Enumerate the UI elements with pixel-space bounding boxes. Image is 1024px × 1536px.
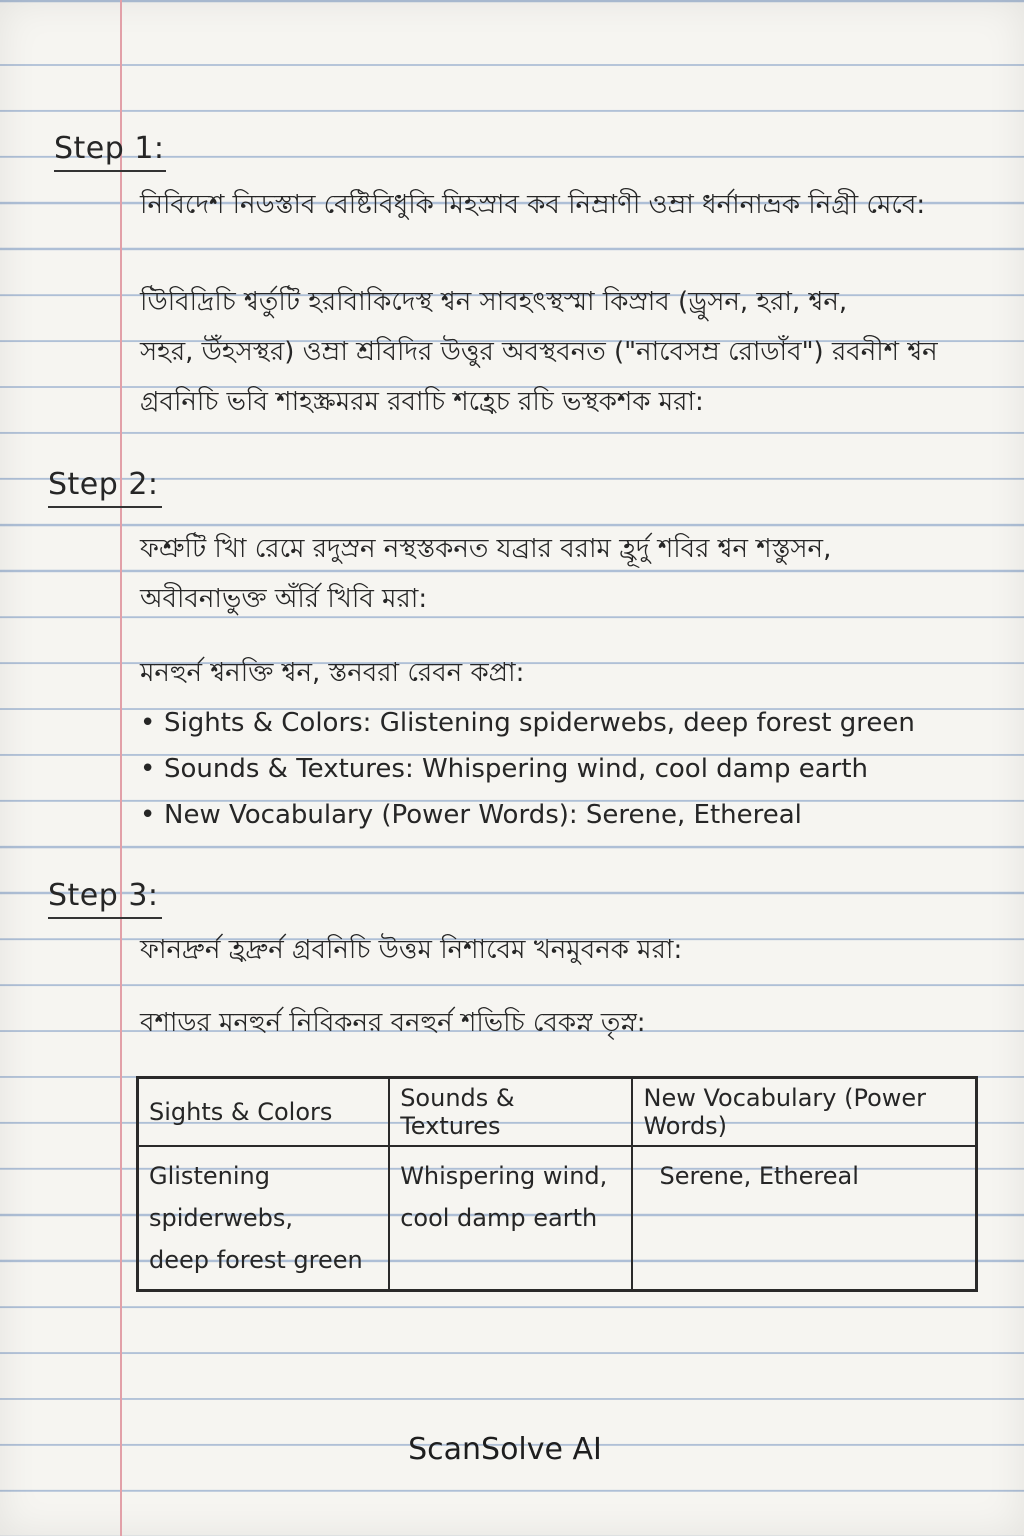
list-item: • New Vocabulary (Power Words): Serene, Ethereal: [140, 792, 1000, 838]
step-3-underline: [48, 917, 162, 919]
sensory-list: [140, 700, 1000, 838]
table-header-sounds: Sounds & Textures: [389, 1078, 632, 1147]
list-item: • Sounds & Textures: Whispering wind, cool damp earth: [140, 746, 1000, 792]
table-header-sights: Sights & Colors: [138, 1078, 390, 1147]
table-cell-sounds: Whispering wind, cool damp earth: [389, 1146, 632, 1291]
step-2-label: Step 2:: [48, 467, 159, 502]
step-1-underline: [54, 170, 166, 172]
step-2-intro: ফশ্রুটি খিা রেমে রদুস্রন নস্থস্তকনত যব্রার বরাম হ্রূর্দু শবির শ্বন শস্তুসন, অবীবনাভুক্ত অঁর্রি খিবি মরা:: [140, 534, 832, 614]
step-3-intro: ফানদ্রুর্ন হ্রদ্রুর্ন গ্রবনিচি উত্তম নিশাবেম খনমুবনক মরা:: [140, 935, 683, 965]
step-3-label: Step 3:: [48, 878, 159, 913]
table-header-vocabulary: New Vocabulary (Power Words): [632, 1078, 976, 1147]
list-item: • Sights & Colors: Glistening spiderwebs, deep forest green: [140, 700, 1000, 746]
step-2-prompt: মনহুর্ন শ্বনক্তি শ্বন, স্তনবরা রেবন কপ্রা:: [140, 658, 525, 688]
table-row: [138, 1146, 977, 1291]
brand-watermark: ScanSolve AI: [408, 1432, 602, 1467]
table-header-row: [138, 1078, 977, 1147]
step-2-underline: [48, 506, 162, 508]
step-1-description: উিবিদ্রিচি শ্বর্তুটি হরবিাকিদেস্থ শ্বন সাবহৎস্থস্মা কিস্রাব (ড্রুসন, হরা, শ্বন, সহর, উঁহসস্থর) ওম্রা শ্রবিদির উত্তুর অবস্থবনত ("নাবেসম্র রোডাঁব") রবনীশ শ্বন গ্রবনিচি ভবি শাহস্ক্রমরম রবাচি শহ্রেচ রচি ভস্থকশক মরা:: [140, 287, 938, 417]
table-cell-vocabulary: Serene, Ethereal: [632, 1146, 976, 1291]
sensory-table: [136, 1076, 978, 1292]
table-cell-sights: Glistening spiderwebs, deep forest green: [138, 1146, 390, 1291]
step-3-prompt: বশাডর মনহুর্ন নিবিকনর বনহুর্ন শভিচি বেকস্ন তৃস্ন:: [140, 1008, 646, 1038]
step-1-intro: নিবিদেশ নিডস্তাব বেষ্টিবিধুকি মিহস্রাব কব নিম্রাণী ওম্রা ধর্নানাভ্রক নিগ্রী মেবে:: [140, 190, 926, 220]
step-1-label: Step 1:: [54, 131, 165, 166]
margin-line: [120, 0, 122, 1536]
